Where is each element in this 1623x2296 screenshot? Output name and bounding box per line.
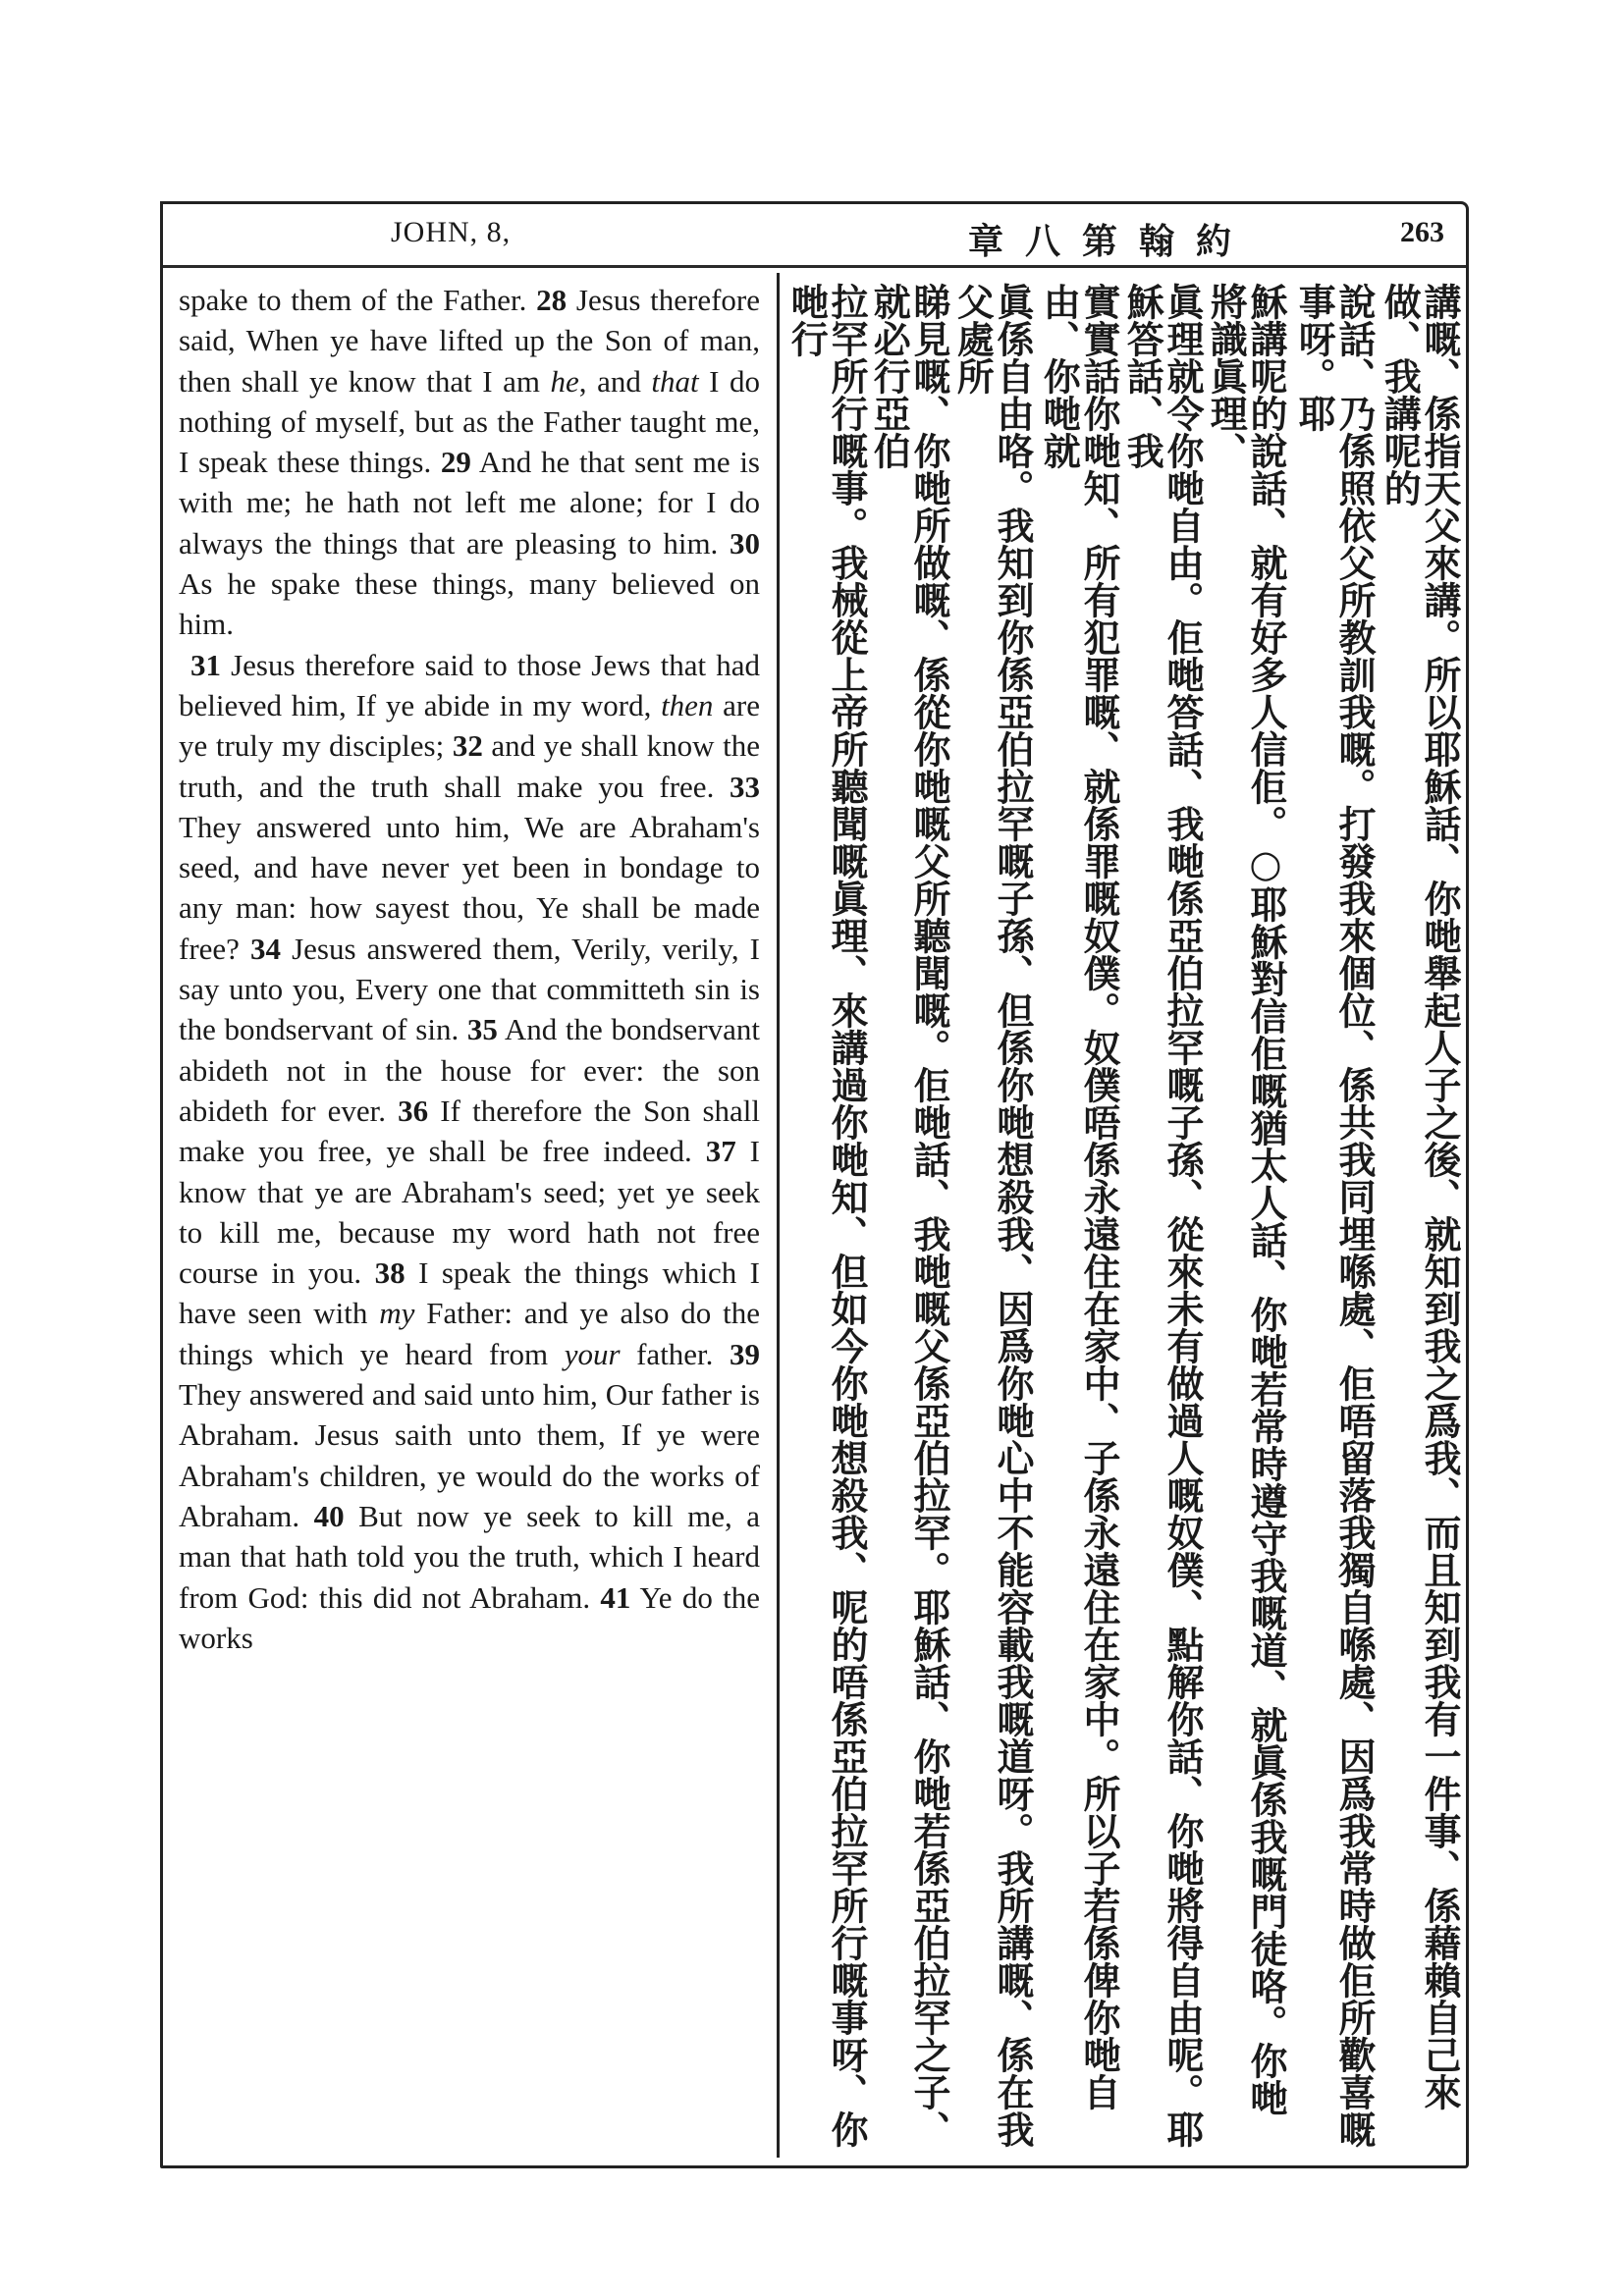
verse-text: father. (620, 1336, 730, 1371)
verse-text: Jesus therefore said, When ye have lifted up the Son of man, then shall ye know that I am (179, 283, 760, 399)
english-text-column (179, 280, 760, 1658)
verse-number: 40 (313, 1498, 345, 1533)
chinese-column: 眞係自由咯。我知到你係亞伯拉罕嘅子孫、但係你哋想殺我、因爲你哋心中不能容載我嘅道呀。我所講嘅、係在我父處所 (950, 283, 1034, 2148)
chinese-column: 說話、乃係照依父所教訓我嘅。打發我來個位、係共我同埋喺處、佢唔留落我獨自喺處、因爲我常時做佢所歡喜嘅事呀。耶 (1292, 283, 1376, 2148)
verse-text: Ye do the works (179, 1579, 760, 1655)
verse-text: They answered unto him, We are Abraham's seed, and have never yet been in bondage to any man: how sayest thou, Ye shall be made free? (179, 809, 760, 966)
verse-text: As he spake these things, many believed on him. (179, 566, 760, 642)
chinese-column: 眞理就令你哋自由。佢哋答話、我哋係亞伯拉罕嘅子孫、從來未有做過人嘅奴僕、點解你話、你哋將得自由呢。耶穌答話、我 (1120, 283, 1204, 2148)
verse-text: And the bondservant abideth not in the house for ever: the son abideth for ever. (179, 1012, 760, 1128)
chinese-column: 講嘅、係指天父來講。所以耶穌話、你哋舉起人子之後、就知到我之爲我、而且知到我有一件事、係藉賴自己來做、我講呢的 (1378, 283, 1461, 2110)
chinese-column: 穌講呢的說話、就有好多人信佢。○耶穌對信佢嘅猶太人話、你哋若常時遵守我嘅道、就眞係我嘅門徒咯。你哋將識眞理、 (1204, 283, 1287, 2116)
verse-number: 38 (374, 1255, 406, 1291)
verse-number: 37 (705, 1134, 736, 1169)
verse-number: 29 (440, 445, 471, 480)
page-frame (160, 201, 1469, 2168)
italic-word: your (564, 1336, 621, 1371)
verse-text: I know that ye are Abraham's seed; yet ye seek to kill me, because my word hath not free course in you. (179, 1134, 760, 1291)
verse-text: And he that sent me is with me; he hath not left me alone; for I do always the things that are pleasing to him. (179, 445, 760, 561)
italic-word: then (661, 687, 714, 722)
running-header (163, 204, 1466, 268)
italic-word: that (651, 363, 699, 399)
verse-number: 33 (730, 769, 760, 804)
chinese-running-title: 章八第翰約 (968, 222, 1254, 262)
english-paragraph (179, 280, 760, 645)
verse-text: are ye truly my disciples; (179, 687, 761, 764)
verse-number: 35 (466, 1012, 498, 1047)
english-paragraph (179, 645, 760, 1658)
column-divider (777, 273, 780, 2158)
verse-text: I do nothing of myself, but as the Father taught me, I speak these things. (179, 363, 761, 480)
verse-number: 32 (452, 728, 483, 764)
chinese-column: 實實話你哋知、所有犯罪嘅、就係罪嘅奴僕。奴僕唔係永遠住在家中、子係永遠住在家中。所以子若係俾你哋自由、你哋就 (1037, 283, 1120, 2110)
verse-number: 28 (536, 283, 568, 317)
verse-text: spake to them of the Father. (179, 283, 537, 317)
chinese-column: 睇見嘅、你哋所做嘅、係從你哋嘅父所聽聞嘅。佢哋話、我哋嘅父係亞伯拉罕。耶穌話、你哋若係亞伯拉罕之子、就必行亞伯 (867, 283, 950, 2148)
verse-number: 34 (250, 931, 281, 966)
verse-number: 30 (730, 525, 760, 561)
verse-number: 31 (190, 647, 221, 682)
verse-text: Jesus therefore said to those Jews that had believed him, If ye abide in my word, (179, 647, 760, 722)
chinese-column: 拉罕所行嘅事。我械從上帝所聽聞嘅眞理、來講過你哋知、但如今你哋想殺我、呢的唔係亞伯拉罕所行嘅事呀、你哋行 (784, 283, 868, 2148)
verse-text: If therefore the Son shall make you free, ye shall be free indeed. (179, 1093, 760, 1169)
verse-text: and ye shall know the truth, and the truth shall make you free. (179, 728, 760, 804)
verse-text: But now ye seek to kill me, a man that hath told you the truth, which I heard from God: this did not Abraham. (179, 1498, 761, 1615)
verse-number: 36 (398, 1093, 429, 1128)
chinese-text-columns (784, 283, 1461, 2153)
verse-text: They answered and said unto him, Our father is Abraham. Jesus saith unto them, If ye were Abraham's children, ye would do the works of Abraham. (179, 1377, 760, 1533)
italic-word: he (550, 363, 579, 399)
verse-text: Jesus answered them, Verily, verily, I say unto you, Every one that committeth sin is the bondservant of sin. (179, 931, 760, 1047)
verse-number: 41 (600, 1579, 631, 1615)
italic-word: my (379, 1296, 415, 1331)
verse-number: 39 (730, 1336, 760, 1371)
verse-text: I speak the things which I have seen with (179, 1255, 760, 1331)
page-number: 263 (1400, 216, 1444, 248)
verse-text: Father: and ye also do the things which ye heard from (179, 1296, 760, 1371)
verse-text: , and (578, 363, 652, 399)
english-running-title: JOHN, 8, (391, 216, 512, 248)
